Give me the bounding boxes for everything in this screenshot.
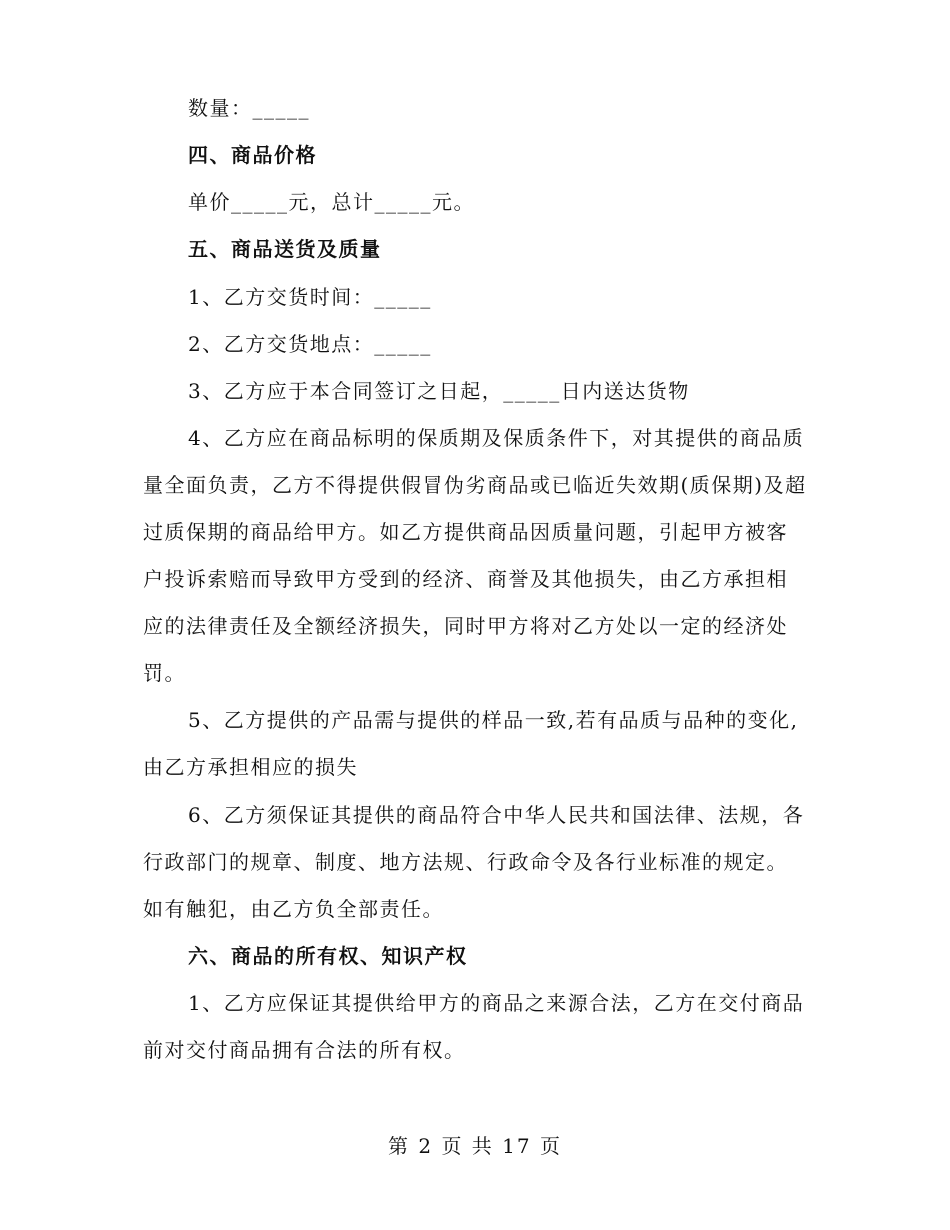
text-line: 6、乙方须保证其提供的商品符合中华人民共和国法律、法规，各 xyxy=(188,803,805,827)
text-line: 1、乙方交货时间：_____ xyxy=(188,285,432,309)
text-line: 前对交付商品拥有合法的所有权。 xyxy=(143,1038,466,1062)
page-number-footer: 第 2 页 共 17 页 xyxy=(388,1134,562,1158)
text-line: 由乙方承担相应的损失 xyxy=(143,755,358,779)
text-line: 户投诉索赔而导致甲方受到的经济、商誉及其他损失，由乙方承担相 xyxy=(143,567,788,591)
text-line: 如有触犯，由乙方负全部责任。 xyxy=(143,897,444,921)
text-line: 2、乙方交货地点：_____ xyxy=(188,332,432,356)
text-line: 5、乙方提供的产品需与提供的样品一致,若有品质与品种的变化, xyxy=(188,708,799,732)
text-line: 罚。 xyxy=(143,661,186,685)
section-heading: 四、商品价格 xyxy=(188,143,317,167)
text-line: 数量：_____ xyxy=(188,96,310,120)
text-line: 3、乙方应于本合同签订之日起，_____日内送达货物 xyxy=(188,379,690,403)
section-heading: 六、商品的所有权、知识产权 xyxy=(188,944,468,968)
text-line: 量全面负责，乙方不得提供假冒伪劣商品或已临近失效期(质保期)及超 xyxy=(143,473,807,497)
text-line: 应的法律责任及全额经济损失，同时甲方将对乙方处以一定的经济处 xyxy=(143,614,788,638)
text-line: 1、乙方应保证其提供给甲方的商品之来源合法，乙方在交付商品 xyxy=(188,991,805,1015)
text-line: 行政部门的规章、制度、地方法规、行政命令及各行业标准的规定。 xyxy=(143,850,788,874)
section-heading: 五、商品送货及质量 xyxy=(188,237,382,261)
text-line: 单价_____元，总计_____元。 xyxy=(188,190,475,214)
text-line: 过质保期的商品给甲方。如乙方提供商品因质量问题，引起甲方被客 xyxy=(143,520,788,544)
text-line: 4、乙方应在商品标明的保质期及保质条件下，对其提供的商品质 xyxy=(188,426,805,450)
